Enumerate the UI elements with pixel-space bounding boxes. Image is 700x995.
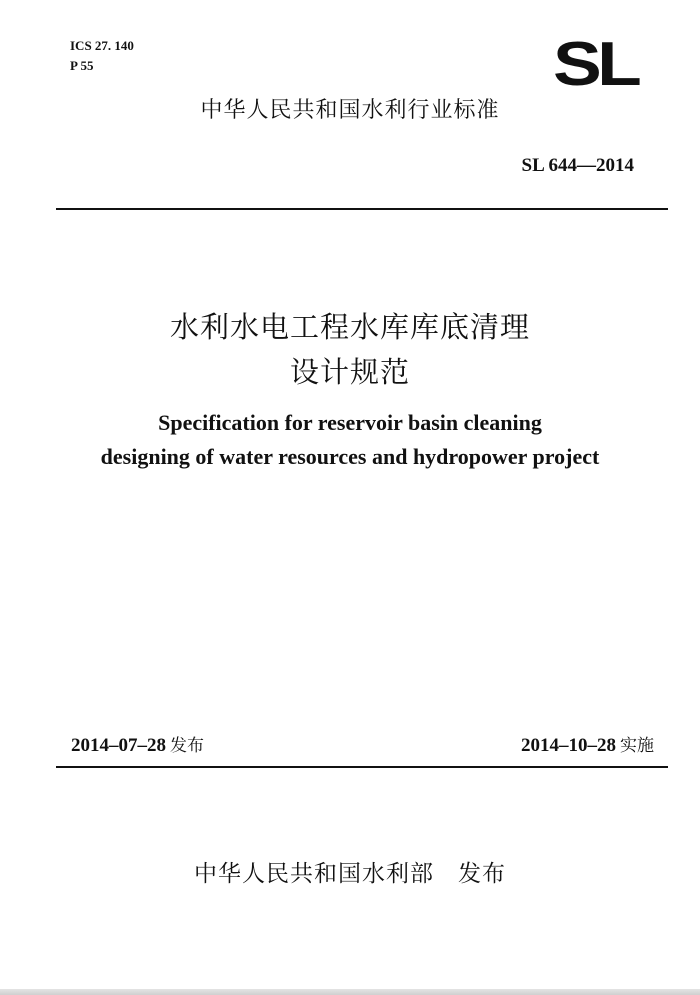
footer-divider [56, 766, 668, 768]
page-edge [0, 989, 700, 995]
issue-date-label: 发布 [170, 736, 204, 756]
category-code: P 55 [70, 58, 94, 73]
classification-codes [70, 36, 134, 76]
header-divider [56, 208, 668, 210]
sl-logo: SL [553, 30, 638, 99]
standard-type: 中华人民共和国水利行业标准 [200, 98, 500, 123]
effective-date-value: 2014–10–28 [521, 735, 616, 756]
title-en-line2: designing of water resources and hydropower project [100, 444, 600, 469]
title-en-line1: Specification for reservoir basin cleaning [158, 410, 542, 435]
publisher-action: 发布 [458, 861, 506, 887]
issue-date-value: 2014–07–28 [71, 735, 166, 756]
ics-code: ICS 27. 140 [70, 38, 134, 53]
title-cn-line2: 设计规范 [289, 355, 410, 389]
effective-date-label: 实施 [620, 736, 654, 756]
issue-date [71, 731, 204, 757]
title-cn-line1: 水利水电工程水库库底清理 [169, 310, 530, 344]
publisher-name: 中华人民共和国水利部 [194, 861, 434, 887]
standard-number: SL 644—2014 [521, 155, 634, 176]
publisher [0, 855, 700, 888]
effective-date [521, 731, 654, 757]
